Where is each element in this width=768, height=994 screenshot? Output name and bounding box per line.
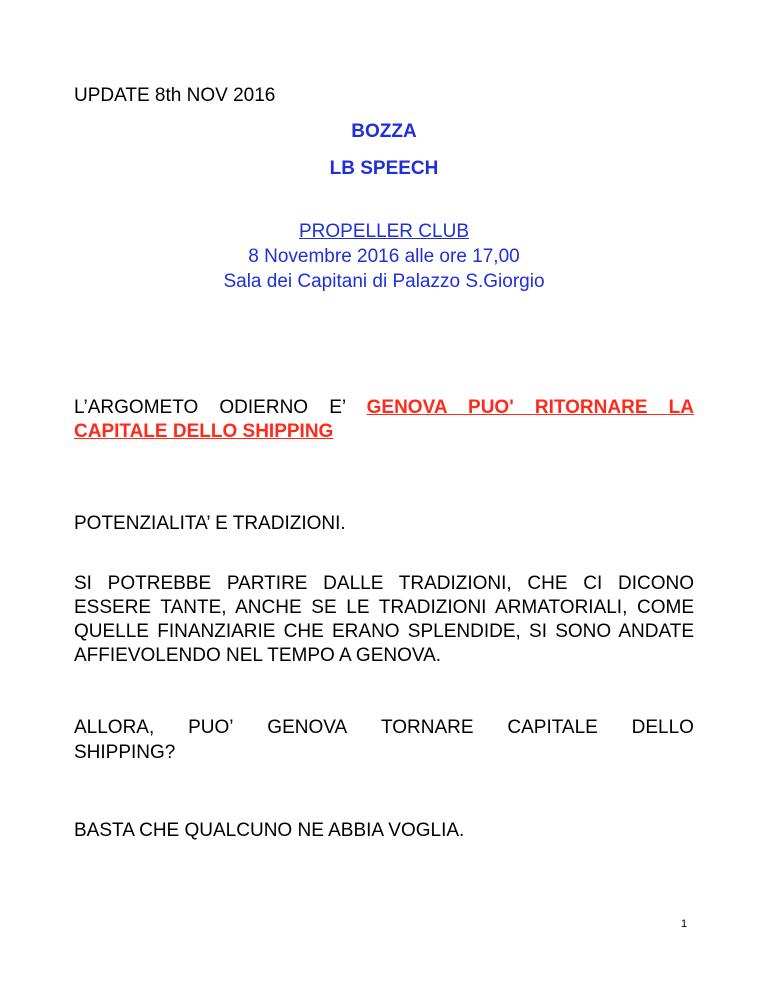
topic-prefix: L’ARGOMETO ODIERNO E’: [74, 397, 367, 418]
question-word: CAPITALE: [507, 717, 598, 738]
paragraph-tradizioni: SI POTREBBE PARTIRE DALLE TRADIZIONI, CHE CI DICONO ESSERE TANTE, ANCHE SE LE TRADIZIONI ARMATORIALI, COME QUELLE FINANZIARIE CHE ERANO SPLENDIDE, SI SONO ANDATE AFFIEVOLENDO NEL TEMPO A GENOVA.: [74, 573, 694, 666]
event-date: 8 Novembre 2016 alle ore 17,00: [248, 246, 520, 267]
question-word: TORNARE: [381, 717, 474, 738]
event-club: PROPELLER CLUB: [298, 221, 469, 242]
paragraph-voglia: BASTA CHE QUALCUNO NE ABBIA VOGLIA.: [74, 820, 465, 841]
speech-label: LB SPEECH: [329, 158, 439, 179]
question-word: ALLORA,: [74, 717, 155, 738]
question-line: [74, 717, 694, 739]
update-line: UPDATE 8th NOV 2016: [74, 85, 276, 106]
draft-label: BOZZA: [351, 121, 417, 142]
question-word: GENOVA: [267, 717, 348, 738]
event-venue: Sala dei Capitani di Palazzo S.Giorgio: [223, 271, 545, 292]
question-word: DELLO: [631, 717, 694, 738]
topic-paragraph: [74, 396, 694, 444]
topic-highlight: GENOVA PUO' RITORNARE LA CAPITALE DELLO SHIPPING: [74, 397, 694, 442]
question-word: PUO’: [188, 717, 234, 738]
page-number: 1: [681, 918, 688, 930]
question-end: SHIPPING?: [74, 742, 176, 763]
paragraph-potenzialita: POTENZIALITA’ E TRADIZIONI.: [74, 513, 346, 534]
